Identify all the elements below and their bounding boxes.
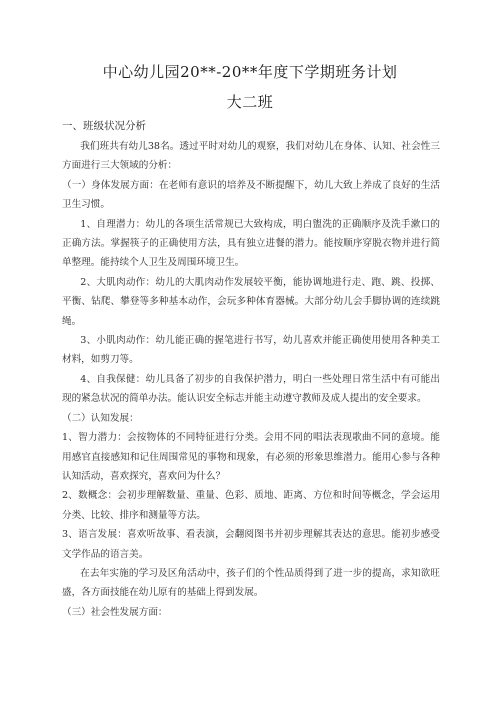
paragraph-gross-motor: 2、大肌肉动作：幼儿的大肌肉动作发展较平衡，能协调地进行走、跑、跳、投掷、平衡、钻爬、攀登等多种基本动作，会玩多种体育器械。大部分幼儿会手脚协调的连续跳绳。 <box>62 276 440 327</box>
paragraph-cognitive-heading: （二）认知发展： <box>62 412 139 424</box>
section-heading-class-analysis: 一、班级状况分析 <box>62 120 146 132</box>
paragraph-intelligence: 1、智力潜力：会按物体的不同特征进行分类。会用不同的唱法表现歌曲不同的意境。能用感官直接感知和记住周围常见的事物和现象，有必须的形象思维潜力。能用心参与各种认知活动，喜欢探究，喜欢问为什么？ <box>62 432 440 482</box>
class-name-subtitle: 大二班 <box>226 93 274 111</box>
paragraph-fine-motor: 3、小肌肉动作：幼儿能正确的握笔进行书写，幼儿喜欢并能正确使用使用各种美工材料，如剪刀等。 <box>62 335 440 366</box>
paragraph-number-concept: 2、数概念：会初步理解数量、重量、色彩、质地、距离、方位和时间等概念，学会运用分类、比较、排序和测量等方法。 <box>62 490 440 521</box>
paragraph-language: 3、语言发展：喜欢听故事、看表演，会翻阅图书并初步理解其表达的意思。能初步感受文学作品的语言美。 <box>62 529 440 560</box>
paragraph-learning-progress: 在去年实施的学习及区角活动中，孩子们的个性品质得到了进一步的提高，求知欲旺盛，各方面技能在幼儿原有的基础上得到发展。 <box>62 567 440 599</box>
document-body <box>62 137 440 622</box>
paragraph-self-protection: 4、自我保健：幼儿具备了初步的自我保护潜力，明白一些处理日常生活中有可能出现的紧急状况的简单办法。能认识安全标志并能主动遵守教师及成人提出的安全要求。 <box>62 373 440 405</box>
paragraph-physical-development: （一）身体发展方面：在老师有意识的培养及不断提醒下，幼儿大致上养成了良好的生活卫生习惯。 <box>62 179 440 211</box>
paragraph-social-heading: （三）社会性发展方面： <box>62 606 168 618</box>
paragraph-intro: 我们班共有幼儿38名。透过平时对幼儿的观察，我们对幼儿在身体、认知、社会性三方面进行三大领域的分析： <box>62 141 440 172</box>
document-title: 中心幼儿园20**-20**年度下学期班务计划 <box>102 63 398 81</box>
paragraph-self-care: 1、自理潜力：幼儿的各项生活常规已大致构成，明白盥洗的正确顺序及洗手漱口的正确方法。掌握筷子的正确使用方法，具有独立进餐的潜力。能按顺序穿脱衣物并进行简单整理。能持续个人卫生及周围环境卫生。 <box>62 218 440 269</box>
